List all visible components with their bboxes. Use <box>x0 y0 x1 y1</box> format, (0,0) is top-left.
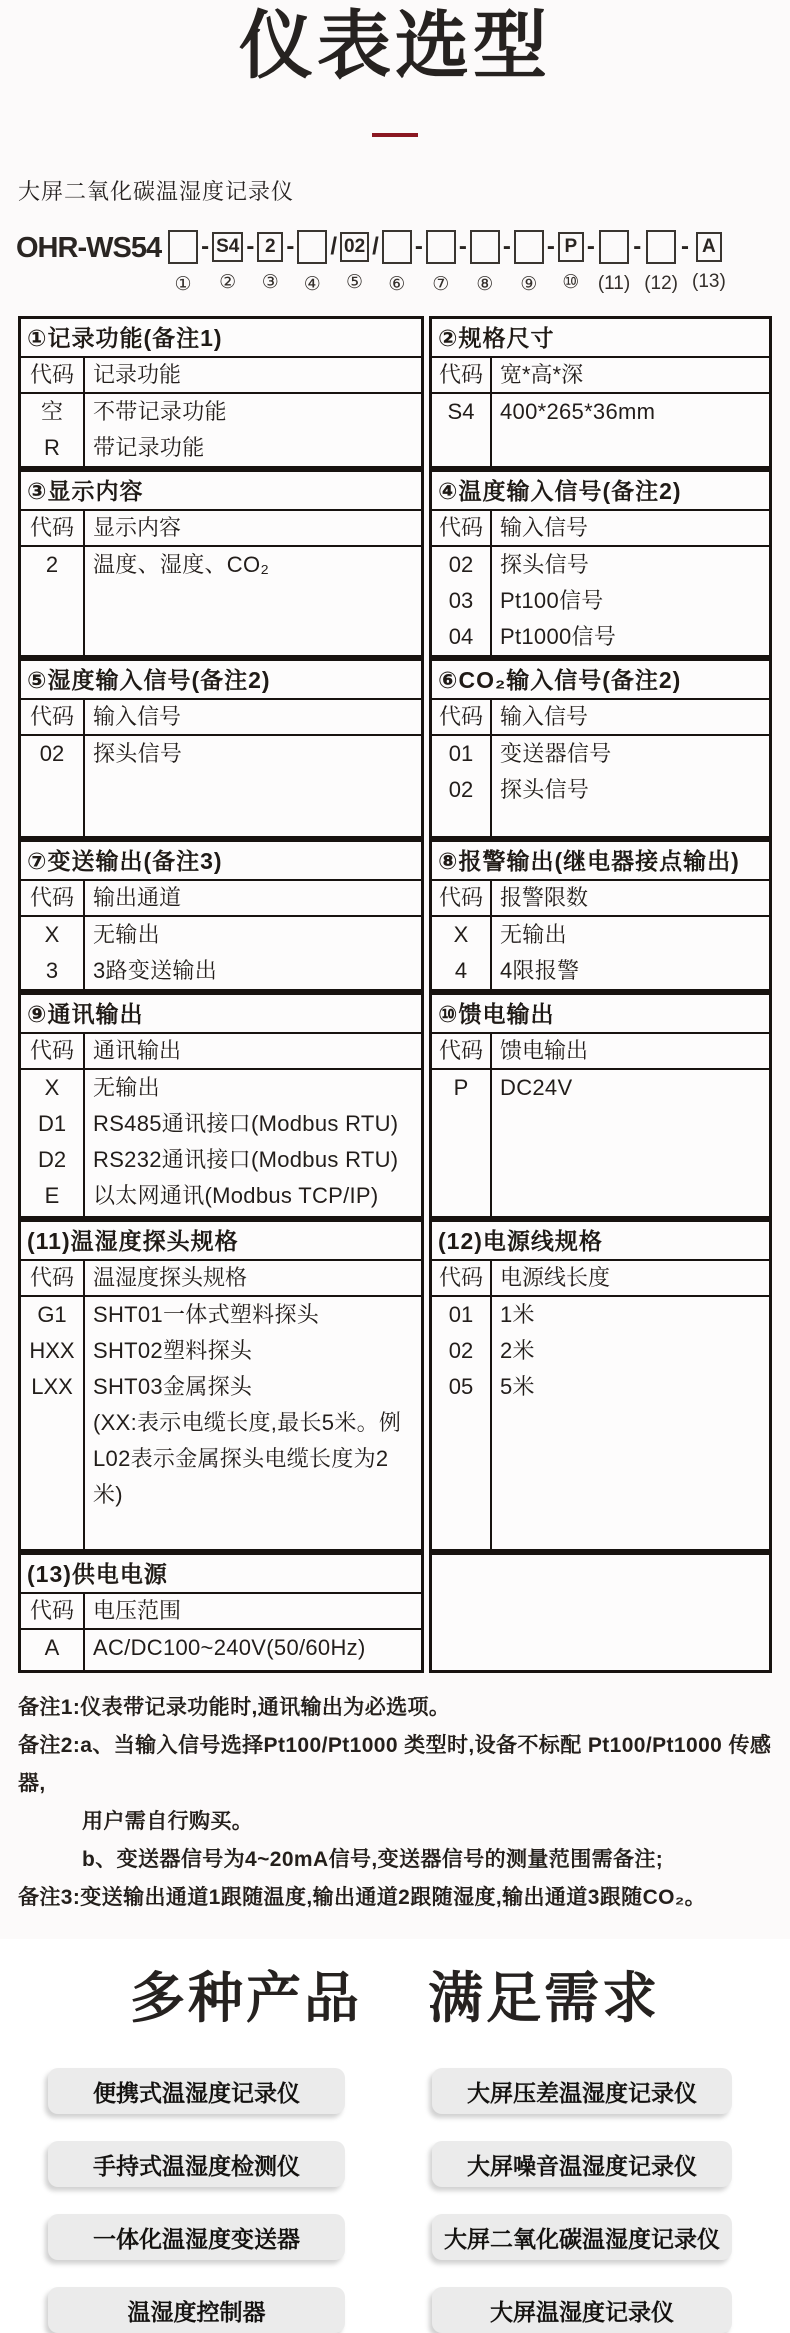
section-body <box>432 394 769 466</box>
desc-value: SHT01一体式塑料探头 <box>85 1297 421 1333</box>
code-value: 空 <box>21 394 83 430</box>
desc-column-header: 电压范围 <box>85 1594 421 1628</box>
model-slot-number: ③ <box>262 271 279 294</box>
desc-value: 3路变送输出 <box>85 953 421 989</box>
section-title <box>432 842 769 881</box>
model-slot-separator: - <box>286 230 294 264</box>
products-grid <box>0 2034 790 2333</box>
section-column-header <box>21 1594 421 1630</box>
code-value: A <box>21 1630 83 1666</box>
desc-column <box>85 394 421 466</box>
desc-column-header: 输入信号 <box>492 511 769 545</box>
code-column-header: 代码 <box>21 1261 85 1295</box>
desc-column <box>492 547 769 655</box>
model-slot-box: 02 <box>340 232 369 262</box>
spec-section <box>18 1219 424 1552</box>
spec-section <box>18 469 424 658</box>
code-column-header: 代码 <box>21 881 85 915</box>
desc-value: 无输出 <box>85 917 421 953</box>
desc-value: 温度、湿度、CO₂ <box>85 547 421 583</box>
desc-value: 探头信号 <box>492 772 769 808</box>
code-value: 05 <box>432 1369 490 1405</box>
code-value: G1 <box>21 1297 83 1333</box>
desc-value: SHT03金属探头 <box>85 1369 421 1405</box>
products-heading-right: 满足需求 <box>428 1963 660 2035</box>
section-number: (12) <box>438 1228 483 1254</box>
model-slot <box>257 230 283 294</box>
section-column-header <box>21 1261 421 1297</box>
spec-section <box>18 658 424 839</box>
notes <box>18 1689 772 1917</box>
code-column <box>432 394 492 466</box>
model-slot <box>382 230 412 296</box>
desc-column-header: 记录功能 <box>85 358 421 392</box>
desc-column-header: 宽*高*深 <box>492 358 769 392</box>
section-body <box>21 394 421 466</box>
code-column <box>432 736 492 836</box>
section-body <box>21 917 421 989</box>
product-subtitle: 大屏二氧化碳温湿度记录仪 <box>18 175 790 206</box>
desc-value: 400*265*36mm <box>492 394 769 430</box>
desc-value: 5米 <box>492 1369 769 1405</box>
section-column-header <box>21 358 421 394</box>
model-slot-number: ④ <box>304 273 321 296</box>
desc-column-header: 输出通道 <box>85 881 421 915</box>
code-column-header: 代码 <box>432 358 492 392</box>
model-slot-separator: - <box>201 230 209 264</box>
code-value: S4 <box>432 394 490 430</box>
section-title <box>432 472 769 511</box>
section-title <box>432 1222 769 1261</box>
section-title <box>21 661 421 700</box>
desc-column <box>492 1297 769 1549</box>
desc-column-header: 输入信号 <box>492 700 769 734</box>
code-value: X <box>21 917 83 953</box>
desc-value: SHT02塑料探头 <box>85 1333 421 1369</box>
note-line: 备注3:变送输出通道1跟随温度,输出通道2跟随湿度,输出通道3跟随CO₂。 <box>18 1879 772 1917</box>
model-slot-number: ⑤ <box>346 271 363 294</box>
model-slot-separator: - <box>547 230 555 264</box>
desc-column-header: 电源线长度 <box>492 1261 769 1295</box>
model-slot-box: 2 <box>257 232 283 262</box>
code-value: X <box>432 917 490 953</box>
code-value: 04 <box>432 619 490 655</box>
section-column-header <box>432 1034 769 1070</box>
code-column <box>21 547 85 655</box>
code-column <box>432 1070 492 1216</box>
model-slot <box>470 230 500 296</box>
model-slot-box <box>382 230 412 264</box>
code-column <box>432 1297 492 1549</box>
code-value: 02 <box>432 772 490 808</box>
model-slot-separator: - <box>415 230 423 264</box>
desc-column <box>492 736 769 836</box>
desc-value: 以太网通讯(Modbus TCP/IP) <box>85 1178 421 1214</box>
model-slot <box>558 230 584 294</box>
model-slot-box <box>297 230 327 264</box>
code-value: LXX <box>21 1369 83 1405</box>
desc-value: 1米 <box>492 1297 769 1333</box>
section-title <box>432 319 769 358</box>
desc-value: Pt100信号 <box>492 583 769 619</box>
desc-value: (XX:表示电缆长度,最长5米。例L02表示金属探头电缆长度为2米) <box>85 1405 421 1513</box>
section-body <box>432 547 769 655</box>
spec-section <box>429 839 772 992</box>
section-title-text: 变送输出(备注3) <box>47 848 222 874</box>
section-column-header <box>432 700 769 736</box>
model-slot-number: ⑧ <box>476 273 493 296</box>
section-title-text: 规格尺寸 <box>458 325 554 351</box>
code-column-header: 代码 <box>21 358 85 392</box>
model-slot-number: (13) <box>692 271 726 293</box>
code-value: HXX <box>21 1333 83 1369</box>
model-slot-box <box>470 230 500 264</box>
model-slot-separator: - <box>633 230 641 264</box>
code-column-header: 代码 <box>21 1594 85 1628</box>
section-number: ⑦ <box>27 848 47 874</box>
model-slot <box>514 230 544 296</box>
desc-value: 变送器信号 <box>492 736 769 772</box>
section-title <box>21 995 421 1034</box>
model-slot-box <box>599 230 629 264</box>
model-slot <box>297 230 327 296</box>
section-number: ⑥ <box>438 667 458 693</box>
model-slot-number: ⑦ <box>432 273 449 296</box>
section-title <box>21 842 421 881</box>
code-value: R <box>21 430 83 466</box>
section-title-text: 温度输入信号(备注2) <box>458 478 681 504</box>
code-column <box>432 547 492 655</box>
section-column-header <box>21 881 421 917</box>
section-number: (13) <box>27 1561 72 1587</box>
section-title <box>432 995 769 1034</box>
code-value: D1 <box>21 1106 83 1142</box>
code-column <box>21 1630 85 1670</box>
section-body <box>21 736 421 836</box>
model-slot-separator: - <box>503 230 511 264</box>
code-column <box>21 736 85 836</box>
model-slot <box>426 230 456 296</box>
model-code-row <box>16 230 778 296</box>
section-title-text: 温湿度探头规格 <box>71 1228 239 1254</box>
section-number: ③ <box>27 478 47 504</box>
empty-table-cell <box>429 1552 772 1673</box>
section-title <box>21 1222 421 1261</box>
spec-section <box>429 1219 772 1552</box>
code-value: D2 <box>21 1142 83 1178</box>
section-title-text: 通讯输出 <box>47 1001 143 1027</box>
desc-column <box>85 736 421 836</box>
section-title <box>21 1555 421 1594</box>
code-value: 03 <box>432 583 490 619</box>
section-body <box>21 1297 421 1549</box>
model-slot <box>212 230 243 294</box>
spec-table <box>18 316 772 1673</box>
model-slot-box <box>646 230 676 264</box>
model-slot-number: ⑩ <box>562 271 579 294</box>
desc-column-header: 温湿度探头规格 <box>85 1261 421 1295</box>
model-slot-number: (12) <box>644 273 678 295</box>
model-slot <box>644 230 678 295</box>
section-title-text: 记录功能(备注1) <box>47 325 222 351</box>
desc-column <box>492 1070 769 1216</box>
desc-column <box>85 1070 421 1216</box>
code-value: 02 <box>432 547 490 583</box>
section-column-header <box>432 881 769 917</box>
section-column-header <box>432 358 769 394</box>
product-button[interactable]: 大屏噪音温湿度记录仪 <box>432 2141 732 2187</box>
desc-value: 带记录功能 <box>85 430 421 466</box>
page-title: 仪表选型 <box>0 0 790 93</box>
section-body <box>21 1070 421 1216</box>
section-title-text: 湿度输入信号(备注2) <box>47 667 270 693</box>
section-number: ⑧ <box>438 848 458 874</box>
section-body <box>432 736 769 836</box>
desc-column-header: 报警限数 <box>492 881 769 915</box>
spec-section <box>429 658 772 839</box>
model-slot-number: ① <box>175 273 192 296</box>
spec-section <box>429 316 772 469</box>
code-column-header: 代码 <box>432 1261 492 1295</box>
product-button[interactable]: 便携式温湿度记录仪 <box>48 2068 345 2114</box>
code-column <box>21 394 85 466</box>
model-slot-box <box>514 230 544 264</box>
note-line: 用户需自行购买。 <box>18 1803 772 1841</box>
section-title-text: 馈电输出 <box>458 1001 554 1027</box>
product-button[interactable]: 一体化温湿度变送器 <box>48 2214 345 2260</box>
desc-value: RS232通讯接口(Modbus RTU) <box>85 1142 421 1178</box>
model-prefix: OHR-WS54 <box>16 230 161 266</box>
model-slot-separator: / <box>372 230 379 264</box>
model-slot-separator: - <box>246 230 254 264</box>
section-title <box>432 661 769 700</box>
products-heading-left: 多种产品 <box>130 1963 362 2035</box>
model-slot-box: A <box>696 232 722 262</box>
section-title-text: 报警输出(继电器接点输出) <box>458 848 739 874</box>
section-body <box>432 1070 769 1216</box>
section-title-text: 电源线规格 <box>483 1228 603 1254</box>
desc-value: 无输出 <box>85 1070 421 1106</box>
product-button[interactable]: 大屏二氧化碳温湿度记录仪 <box>432 2214 732 2260</box>
desc-value: 4限报警 <box>492 953 769 989</box>
note-line: 备注2:a、当输入信号选择Pt100/Pt1000 类型时,设备不标配 Pt100/Pt1000 传感器, <box>18 1727 772 1803</box>
desc-column <box>85 1297 421 1549</box>
model-slot-box: S4 <box>212 232 243 262</box>
desc-column <box>492 917 769 989</box>
code-value: P <box>432 1070 490 1106</box>
code-value: 02 <box>432 1333 490 1369</box>
desc-column <box>492 394 769 466</box>
section-title <box>21 319 421 358</box>
model-slot-number: ⑨ <box>520 273 537 296</box>
spec-section <box>429 469 772 658</box>
section-column-header <box>21 700 421 736</box>
product-button[interactable]: 温湿度控制器 <box>48 2287 345 2333</box>
code-column-header: 代码 <box>432 1034 492 1068</box>
model-slot-number: (11) <box>598 273 630 295</box>
desc-column-header: 显示内容 <box>85 511 421 545</box>
section-number: ④ <box>438 478 458 504</box>
desc-value: 2米 <box>492 1333 769 1369</box>
section-column-header <box>432 1261 769 1297</box>
model-slot <box>168 230 198 296</box>
code-value: 4 <box>432 953 490 989</box>
spec-section <box>18 992 424 1219</box>
desc-value: 探头信号 <box>492 547 769 583</box>
desc-column-header: 输入信号 <box>85 700 421 734</box>
section-body <box>21 547 421 655</box>
section-number: ⑩ <box>438 1001 458 1027</box>
desc-value: 无输出 <box>492 917 769 953</box>
code-value: 02 <box>21 736 83 772</box>
desc-value: 不带记录功能 <box>85 394 421 430</box>
section-number: (11) <box>27 1228 71 1254</box>
product-button[interactable]: 大屏温湿度记录仪 <box>432 2287 732 2333</box>
desc-column <box>85 547 421 655</box>
section-title-text: 供电电源 <box>72 1561 168 1587</box>
spec-section <box>18 1552 424 1673</box>
model-slot-separator: - <box>459 230 467 264</box>
code-column <box>21 1297 85 1549</box>
section-column-header <box>432 511 769 547</box>
code-value: 01 <box>432 1297 490 1333</box>
code-column-header: 代码 <box>432 881 492 915</box>
code-value: E <box>21 1178 83 1214</box>
code-column <box>21 917 85 989</box>
model-slot <box>340 230 369 294</box>
desc-value: AC/DC100~240V(50/60Hz) <box>85 1630 421 1666</box>
model-slot-number: ⑥ <box>388 273 405 296</box>
model-slot-separator: - <box>587 230 595 264</box>
desc-column-header: 通讯输出 <box>85 1034 421 1068</box>
product-button[interactable]: 手持式温湿度检测仪 <box>48 2141 345 2187</box>
code-value: 3 <box>21 953 83 989</box>
section-number: ① <box>27 325 47 351</box>
section-title <box>21 472 421 511</box>
section-number: ② <box>438 325 458 351</box>
code-column <box>432 917 492 989</box>
model-slot-number: ② <box>219 271 236 294</box>
product-button[interactable]: 大屏压差温湿度记录仪 <box>432 2068 732 2114</box>
spec-section <box>18 839 424 992</box>
desc-value: Pt1000信号 <box>492 619 769 655</box>
desc-column-header: 馈电输出 <box>492 1034 769 1068</box>
model-slot-box <box>426 230 456 264</box>
desc-value: 探头信号 <box>85 736 421 772</box>
code-column-header: 代码 <box>432 511 492 545</box>
section-body <box>432 1297 769 1549</box>
model-slot <box>692 230 726 293</box>
model-slot-box: P <box>558 232 584 262</box>
code-column-header: 代码 <box>21 511 85 545</box>
model-slot-separator: - <box>681 230 689 264</box>
code-column <box>21 1070 85 1216</box>
section-title-text: CO₂输入信号(备注2) <box>458 667 681 693</box>
code-value: 01 <box>432 736 490 772</box>
section-number: ⑤ <box>27 667 47 693</box>
code-column-header: 代码 <box>21 700 85 734</box>
code-column-header: 代码 <box>432 700 492 734</box>
section-column-header <box>21 511 421 547</box>
note-line: 备注1:仪表带记录功能时,通讯输出为必选项。 <box>18 1689 772 1727</box>
section-number: ⑨ <box>27 1001 47 1027</box>
products-heading <box>0 1939 790 2035</box>
title-underline <box>372 133 418 137</box>
desc-column <box>85 1630 421 1670</box>
desc-value: DC24V <box>492 1070 769 1106</box>
spec-section <box>18 316 424 469</box>
code-value: X <box>21 1070 83 1106</box>
model-slot <box>598 230 630 295</box>
model-slot-separator: / <box>330 230 337 264</box>
note-line: b、变送器信号为4~20mA信号,变送器信号的测量范围需备注; <box>18 1841 772 1879</box>
section-body <box>432 917 769 989</box>
code-column-header: 代码 <box>21 1034 85 1068</box>
model-slot-box <box>168 230 198 264</box>
spec-section <box>429 992 772 1219</box>
desc-column <box>85 917 421 989</box>
section-title-text: 显示内容 <box>47 478 143 504</box>
code-value: 2 <box>21 547 83 583</box>
desc-value: RS485通讯接口(Modbus RTU) <box>85 1106 421 1142</box>
section-body <box>21 1630 421 1670</box>
section-column-header <box>21 1034 421 1070</box>
products-section <box>0 1939 790 2333</box>
